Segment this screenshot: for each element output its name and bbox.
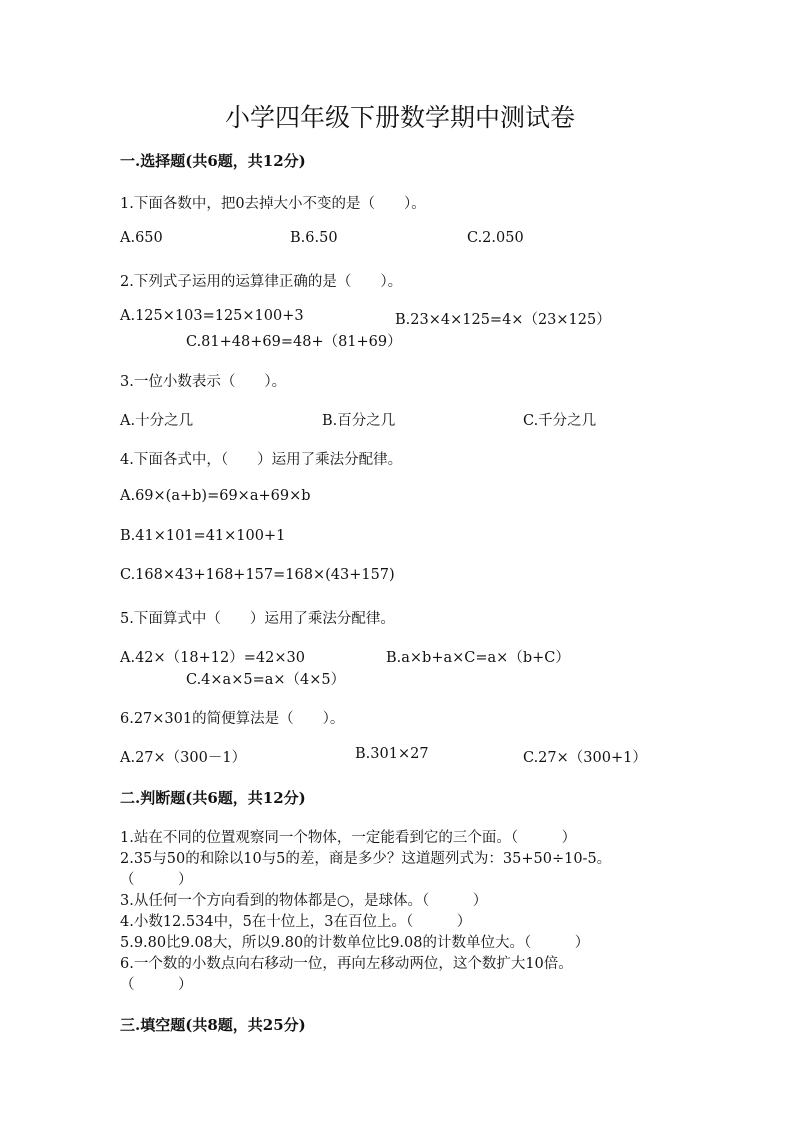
page-title: 小学四年级下册数学期中测试卷 xyxy=(224,103,575,132)
question-4-option-b: B.41×101=41×100+1 xyxy=(120,528,286,544)
question-1-option-c: C.2.050 xyxy=(467,230,524,246)
question-1-stem: 1.下面各数中，把0去掉大小不变的是（ ）。 xyxy=(120,196,426,212)
section-heading-judgement: 二.判断题(共6题，共12分) xyxy=(120,789,306,807)
question-4-stem: 4.下面各式中，（ ）运用了乘法分配律。 xyxy=(120,452,403,468)
question-1-option-a: A.650 xyxy=(120,230,163,246)
question-3-option-a: A.十分之几 xyxy=(120,413,194,429)
question-6-option-c: C.27×（300+1） xyxy=(523,750,647,766)
judgement-line: 2.35与50的和除以10与5的差，商是多少？这道题列式为：35+50÷10-5。 xyxy=(120,851,612,867)
question-4-option-c: C.168×43+168+157=168×(43+157) xyxy=(120,567,395,583)
judgement-line: （ ） xyxy=(120,977,193,993)
question-5-option-c: C.4×a×5=a×（4×5） xyxy=(186,672,346,688)
judgement-line: 5.9.80比9.08大，所以9.80的计数单位比9.08的计数单位大。（ ） xyxy=(120,935,590,951)
question-2-stem: 2.下列式子运用的运算律正确的是（ ）。 xyxy=(120,274,403,290)
question-3-option-c: C.千分之几 xyxy=(523,413,597,429)
question-3-option-b: B.百分之几 xyxy=(322,413,396,429)
question-6-option-b: B.301×27 xyxy=(355,746,429,762)
section-heading-fill-in: 三.填空题(共8题，共25分) xyxy=(120,1016,306,1034)
question-2-option-c: C.81+48+69=48+（81+69） xyxy=(186,334,402,350)
question-5-option-a: A.42×（18+12）=42×30 xyxy=(120,650,305,666)
question-6-stem: 6.27×301的简便算法是（ ）。 xyxy=(120,711,345,727)
judgement-line: （ ） xyxy=(120,872,193,888)
judgement-line: 4.小数12.534中，5在十位上，3在百位上。（ ） xyxy=(120,914,472,930)
question-2-option-b: B.23×4×125=4×（23×125） xyxy=(395,312,611,328)
question-2-option-a: A.125×103=125×100+3 xyxy=(120,308,304,324)
question-4-option-a: A.69×(a+b)=69×a+69×b xyxy=(120,488,311,504)
question-3-stem: 3.一位小数表示（ ）。 xyxy=(120,374,287,390)
judgement-line: 6.一个数的小数点向右移动一位，再向左移动两位，这个数扩大10倍。 xyxy=(120,956,573,972)
question-1-option-b: B.6.50 xyxy=(290,230,338,246)
question-6-option-a: A.27×（300－1） xyxy=(120,750,247,766)
question-5-stem: 5.下面算式中（ ）运用了乘法分配律。 xyxy=(120,611,395,627)
section-heading-choice: 一.选择题(共6题，共12分) xyxy=(120,152,306,170)
judgement-line: 3.从任何一个方向看到的物体都是○，是球体。（ ） xyxy=(120,893,488,909)
judgement-line: 1.站在不同的位置观察同一个物体，一定能看到它的三个面。（ ） xyxy=(120,830,577,846)
question-5-option-b: B.a×b+a×C=a×（b+C） xyxy=(386,650,570,666)
